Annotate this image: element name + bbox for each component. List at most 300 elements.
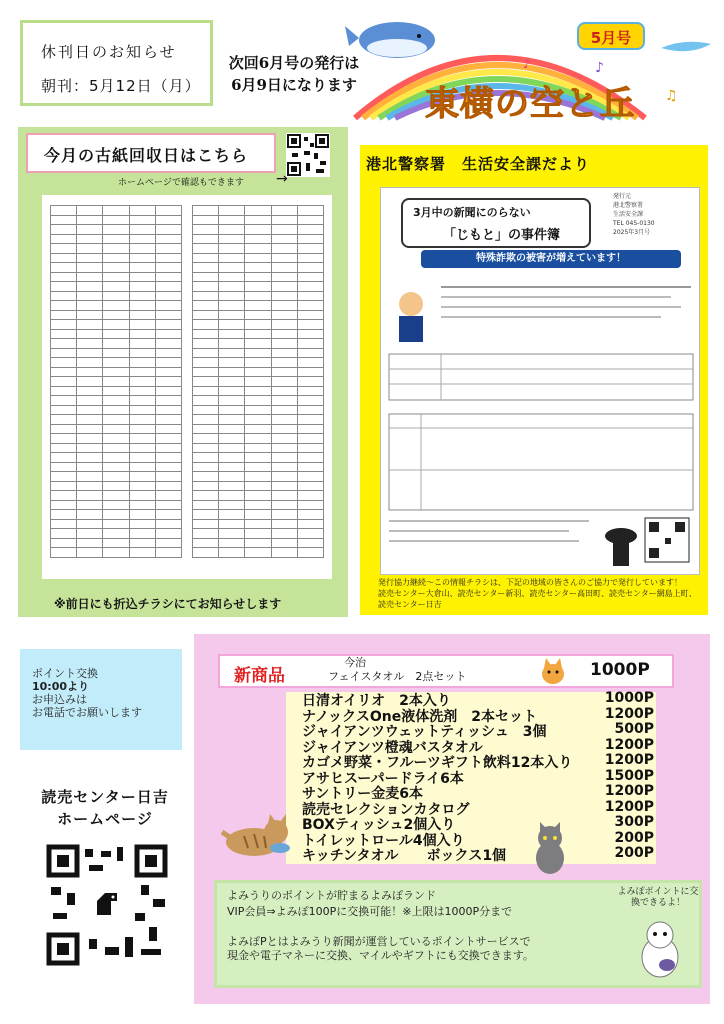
schedule-cell	[245, 500, 271, 510]
schedule-cell	[129, 386, 155, 396]
schedule-cell	[77, 500, 103, 510]
schedule-cell	[271, 491, 297, 501]
schedule-cell	[271, 291, 297, 301]
schedule-cell	[193, 272, 219, 282]
schedule-row	[193, 538, 324, 548]
schedule-cell	[193, 538, 219, 548]
product-price: 1200P	[604, 798, 654, 815]
schedule-cell	[129, 424, 155, 434]
schedule-cell	[77, 244, 103, 254]
schedule-cell	[245, 206, 271, 216]
schedule-cell	[129, 415, 155, 425]
schedule-cell	[219, 462, 245, 472]
homepage-qr-code[interactable]	[45, 843, 169, 967]
schedule-cell	[103, 519, 129, 529]
schedule-row	[51, 453, 182, 463]
schedule-cell	[129, 234, 155, 244]
schedule-row	[193, 491, 324, 501]
schedule-cell	[77, 339, 103, 349]
schedule-cell	[155, 377, 181, 387]
schedule-cell	[51, 386, 77, 396]
schedule-cell	[129, 263, 155, 273]
schedule-cell	[129, 282, 155, 292]
schedule-cell	[77, 434, 103, 444]
schedule-cell	[297, 253, 323, 263]
schedule-row	[51, 329, 182, 339]
schedule-cell	[219, 529, 245, 539]
schedule-cell	[271, 453, 297, 463]
schedule-cell	[51, 510, 77, 520]
schedule-table-left	[50, 205, 182, 558]
schedule-cell	[155, 396, 181, 406]
schedule-row	[51, 301, 182, 311]
schedule-cell	[297, 310, 323, 320]
schedule-cell	[129, 462, 155, 472]
schedule-cell	[51, 358, 77, 368]
product-price: 1200P	[604, 736, 654, 753]
schedule-row	[193, 529, 324, 539]
schedule-cell	[155, 529, 181, 539]
schedule-cell	[271, 339, 297, 349]
schedule-row	[193, 481, 324, 491]
schedule-cell	[271, 538, 297, 548]
schedule-row	[51, 339, 182, 349]
schedule-cell	[77, 519, 103, 529]
schedule-cell	[219, 443, 245, 453]
schedule-cell	[129, 272, 155, 282]
schedule-cell	[155, 548, 181, 558]
schedule-cell	[271, 348, 297, 358]
schedule-cell	[51, 472, 77, 482]
schedule-cell	[51, 415, 77, 425]
schedule-cell	[219, 519, 245, 529]
schedule-row	[51, 263, 182, 273]
svg-text:♫: ♫	[665, 88, 678, 104]
schedule-row	[51, 206, 182, 216]
schedule-cell	[219, 348, 245, 358]
police-header: 港北警察署 生活安全課だより	[366, 155, 591, 173]
schedule-row	[51, 320, 182, 330]
schedule-cell	[193, 453, 219, 463]
schedule-cell	[245, 529, 271, 539]
schedule-cell	[103, 538, 129, 548]
schedule-cell	[77, 377, 103, 387]
schedule-cell	[155, 472, 181, 482]
schedule-cell	[129, 405, 155, 415]
schedule-cell	[77, 396, 103, 406]
schedule-cell	[103, 329, 129, 339]
schedule-cell	[219, 548, 245, 558]
schedule-row	[51, 244, 182, 254]
schedule-cell	[77, 310, 103, 320]
schedule-cell	[77, 415, 103, 425]
schedule-row	[51, 310, 182, 320]
schedule-cell	[77, 405, 103, 415]
schedule-cell	[77, 291, 103, 301]
schedule-cell	[271, 272, 297, 282]
schedule-cell	[219, 538, 245, 548]
schedule-row	[51, 282, 182, 292]
schedule-row	[51, 538, 182, 548]
schedule-cell	[271, 301, 297, 311]
mascot-cat-icon	[635, 913, 685, 983]
schedule-cell	[271, 234, 297, 244]
schedule-cell	[155, 348, 181, 358]
schedule-cell	[297, 320, 323, 330]
schedule-cell	[77, 462, 103, 472]
schedule-cell	[77, 491, 103, 501]
schedule-cell	[245, 434, 271, 444]
schedule-row	[51, 291, 182, 301]
schedule-cell	[245, 282, 271, 292]
schedule-cell	[193, 234, 219, 244]
schedule-cell	[297, 301, 323, 311]
schedule-row	[51, 424, 182, 434]
schedule-cell	[297, 272, 323, 282]
schedule-cell	[271, 405, 297, 415]
schedule-cell	[103, 282, 129, 292]
schedule-cell	[193, 510, 219, 520]
schedule-cell	[103, 405, 129, 415]
schedule-cell	[51, 253, 77, 263]
schedule-cell	[51, 519, 77, 529]
schedule-cell	[155, 225, 181, 235]
schedule-cell	[193, 282, 219, 292]
schedule-cell	[219, 510, 245, 520]
police-bulletin-sheet	[380, 187, 700, 575]
schedule-cell	[51, 272, 77, 282]
homepage-title: 読売センター日吉 ホームページ	[41, 788, 169, 828]
schedule-cell	[193, 443, 219, 453]
schedule-cell	[51, 244, 77, 254]
police-banner: 特殊詐欺の被害が増えています！	[421, 250, 681, 268]
points-info-line1: ポイント交換	[32, 667, 98, 680]
product-price: 200P	[614, 845, 654, 861]
schedule-row	[193, 263, 324, 273]
schedule-row	[51, 396, 182, 406]
schedule-cell	[155, 434, 181, 444]
schedule-cell	[297, 510, 323, 520]
schedule-cell	[193, 377, 219, 387]
schedule-cell	[103, 472, 129, 482]
schedule-cell	[103, 253, 129, 263]
schedule-cell	[77, 367, 103, 377]
schedule-cell	[193, 348, 219, 358]
schedule-cell	[245, 291, 271, 301]
schedule-cell	[219, 215, 245, 225]
schedule-cell	[51, 206, 77, 216]
schedule-cell	[219, 253, 245, 263]
schedule-cell	[155, 329, 181, 339]
featured-product-price: 1000P	[590, 660, 650, 680]
schedule-row	[193, 301, 324, 311]
schedule-row	[193, 367, 324, 377]
schedule-cell	[297, 291, 323, 301]
schedule-row	[193, 405, 324, 415]
schedule-cell	[77, 301, 103, 311]
schedule-cell	[103, 481, 129, 491]
schedule-cell	[271, 519, 297, 529]
police-title-box	[401, 198, 591, 248]
schedule-row	[51, 358, 182, 368]
schedule-cell	[297, 348, 323, 358]
schedule-row	[193, 510, 324, 520]
schedule-cell	[271, 443, 297, 453]
recycle-qr-code[interactable]	[286, 133, 330, 177]
schedule-cell	[103, 453, 129, 463]
schedule-cell	[155, 301, 181, 311]
schedule-cell	[245, 415, 271, 425]
schedule-cell	[297, 424, 323, 434]
product-price: 1200P	[604, 752, 654, 768]
schedule-cell	[103, 529, 129, 539]
schedule-cell	[77, 215, 103, 225]
schedule-cell	[245, 301, 271, 311]
cat-icon	[538, 654, 568, 686]
schedule-row	[51, 215, 182, 225]
schedule-row	[193, 415, 324, 425]
recycle-schedule-panel	[18, 127, 348, 617]
schedule-cell	[103, 339, 129, 349]
schedule-cell	[219, 282, 245, 292]
schedule-cell	[103, 301, 129, 311]
police-title-line1: 3月中の新聞にのらない	[413, 206, 531, 219]
schedule-cell	[77, 320, 103, 330]
schedule-row	[193, 358, 324, 368]
schedule-cell	[271, 500, 297, 510]
product-name: ジャイアンツウェットティッシュ 3個	[302, 724, 547, 740]
schedule-cell	[77, 358, 103, 368]
schedule-cell	[245, 320, 271, 330]
schedule-cell	[193, 263, 219, 273]
schedule-cell	[77, 348, 103, 358]
schedule-cell	[103, 443, 129, 453]
schedule-cell	[193, 320, 219, 330]
schedule-cell	[245, 339, 271, 349]
schedule-cell	[77, 272, 103, 282]
schedule-cell	[129, 206, 155, 216]
schedule-cell	[155, 282, 181, 292]
schedule-cell	[155, 215, 181, 225]
schedule-cell	[103, 396, 129, 406]
product-price: 1200P	[604, 783, 654, 799]
schedule-cell	[297, 529, 323, 539]
product-price: 500P	[614, 721, 654, 737]
schedule-cell	[155, 244, 181, 254]
schedule-cell	[155, 291, 181, 301]
schedule-cell	[51, 367, 77, 377]
schedule-cell	[297, 491, 323, 501]
schedule-row	[51, 386, 182, 396]
schedule-row	[193, 377, 324, 387]
schedule-row	[193, 424, 324, 434]
schedule-cell	[193, 424, 219, 434]
schedule-cell	[271, 481, 297, 491]
schedule-cell	[103, 215, 129, 225]
schedule-cell	[51, 377, 77, 387]
schedule-cell	[77, 538, 103, 548]
closure-notice-date: 朝刊：5月12日（月）	[41, 77, 201, 95]
schedule-cell	[219, 481, 245, 491]
tabby-cat-fish-illustration	[214, 802, 294, 872]
schedule-cell	[77, 206, 103, 216]
schedule-cell	[129, 453, 155, 463]
schedule-cell	[297, 215, 323, 225]
schedule-cell	[271, 472, 297, 482]
schedule-cell	[51, 329, 77, 339]
schedule-cell	[297, 519, 323, 529]
schedule-cell	[219, 206, 245, 216]
schedule-cell	[51, 500, 77, 510]
schedule-cell	[193, 529, 219, 539]
schedule-row	[193, 443, 324, 453]
schedule-cell	[155, 358, 181, 368]
schedule-cell	[245, 348, 271, 358]
schedule-cell	[271, 396, 297, 406]
schedule-cell	[219, 272, 245, 282]
schedule-cell	[245, 453, 271, 463]
recycle-subtext: ホームページで確認もできます	[118, 178, 244, 188]
schedule-row	[51, 234, 182, 244]
police-meta: 発行元 港北警察署 生活安全課 TEL 045-0130 2025年3月号	[613, 193, 655, 236]
schedule-cell	[155, 481, 181, 491]
schedule-cell	[51, 348, 77, 358]
schedule-cell	[297, 225, 323, 235]
schedule-cell	[77, 263, 103, 273]
schedule-cell	[51, 215, 77, 225]
schedule-cell	[103, 462, 129, 472]
schedule-cell	[219, 310, 245, 320]
schedule-cell	[297, 481, 323, 491]
schedule-cell	[219, 320, 245, 330]
schedule-cell	[271, 529, 297, 539]
newsletter-logo	[345, 8, 715, 130]
schedule-row	[193, 253, 324, 263]
schedule-cell	[77, 472, 103, 482]
schedule-cell	[51, 301, 77, 311]
police-title-line2: 「じもと」の事件簿	[443, 228, 561, 243]
product-name: カゴメ野菜・フルーツギフト飲料12本入り	[302, 755, 573, 771]
schedule-cell	[103, 491, 129, 501]
schedule-cell	[129, 510, 155, 520]
schedule-cell	[271, 548, 297, 558]
schedule-cell	[155, 272, 181, 282]
schedule-cell	[155, 538, 181, 548]
schedule-cell	[77, 443, 103, 453]
schedule-cell	[245, 472, 271, 482]
schedule-row	[193, 386, 324, 396]
schedule-cell	[103, 424, 129, 434]
schedule-cell	[297, 434, 323, 444]
schedule-row	[193, 519, 324, 529]
schedule-cell	[245, 510, 271, 520]
schedule-cell	[193, 548, 219, 558]
product-price: 1500P	[604, 767, 654, 784]
schedule-cell	[155, 405, 181, 415]
schedule-cell	[103, 377, 129, 387]
schedule-cell	[245, 424, 271, 434]
schedule-cell	[245, 548, 271, 558]
schedule-cell	[245, 396, 271, 406]
schedule-cell	[271, 263, 297, 273]
schedule-row	[193, 244, 324, 254]
schedule-cell	[219, 339, 245, 349]
schedule-cell	[219, 225, 245, 235]
schedule-cell	[103, 244, 129, 254]
schedule-cell	[129, 320, 155, 330]
schedule-cell	[155, 263, 181, 273]
svg-text:♪: ♪	[523, 57, 531, 71]
schedule-row	[193, 291, 324, 301]
closure-notice-title: 休刊日のお知らせ	[41, 43, 177, 61]
schedule-cell	[103, 367, 129, 377]
schedule-cell	[219, 396, 245, 406]
schedule-cell	[129, 358, 155, 368]
schedule-cell	[245, 215, 271, 225]
product-name: ジャイアンツ橙魂バスタオル	[302, 739, 483, 756]
schedule-cell	[155, 253, 181, 263]
schedule-cell	[193, 253, 219, 263]
schedule-cell	[297, 282, 323, 292]
schedule-cell	[271, 462, 297, 472]
schedule-cell	[155, 206, 181, 216]
schedule-cell	[245, 538, 271, 548]
issue-badge: 5月号	[577, 22, 645, 50]
schedule-cell	[129, 434, 155, 444]
schedule-cell	[271, 510, 297, 520]
schedule-cell	[103, 548, 129, 558]
schedule-cell	[103, 234, 129, 244]
schedule-cell	[155, 339, 181, 349]
schedule-cell	[103, 272, 129, 282]
schedule-cell	[271, 329, 297, 339]
schedule-cell	[51, 263, 77, 273]
schedule-cell	[103, 510, 129, 520]
yomipo-info-box	[214, 880, 702, 988]
product-name: 読売セレクションカタログ	[302, 801, 470, 818]
recycle-header: 今月の古紙回収日はこちら	[44, 146, 249, 165]
featured-product-name: 今治 フェイスタオル 2点セット	[328, 656, 467, 683]
schedule-cell	[103, 434, 129, 444]
schedule-cell	[77, 282, 103, 292]
schedule-cell	[297, 329, 323, 339]
schedule-cell	[51, 538, 77, 548]
schedule-row	[193, 462, 324, 472]
points-exchange-info	[20, 649, 182, 750]
schedule-cell	[297, 396, 323, 406]
schedule-cell	[77, 234, 103, 244]
schedule-cell	[103, 415, 129, 425]
product-name: アサヒスーパードライ6本	[302, 770, 464, 787]
schedule-cell	[193, 291, 219, 301]
schedule-cell	[51, 225, 77, 235]
schedule-cell	[51, 443, 77, 453]
schedule-cell	[103, 310, 129, 320]
schedule-cell	[51, 405, 77, 415]
schedule-row	[193, 310, 324, 320]
schedule-cell	[129, 500, 155, 510]
schedule-cell	[271, 244, 297, 254]
schedule-cell	[193, 481, 219, 491]
schedule-cell	[193, 396, 219, 406]
schedule-cell	[245, 377, 271, 387]
schedule-cell	[51, 491, 77, 501]
schedule-cell	[77, 386, 103, 396]
schedule-cell	[245, 443, 271, 453]
schedule-cell	[297, 443, 323, 453]
schedule-cell	[219, 472, 245, 482]
schedule-row	[51, 472, 182, 482]
